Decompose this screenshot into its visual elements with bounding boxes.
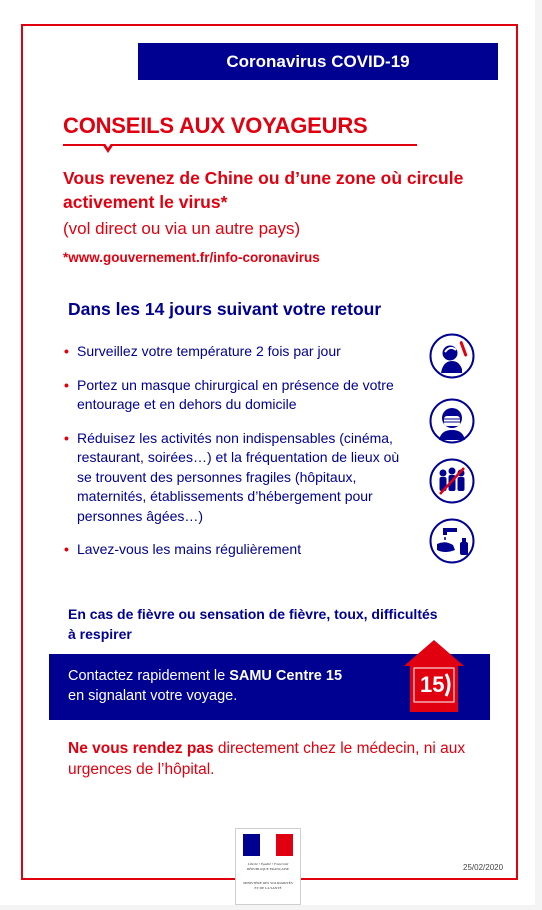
- advice-list: [63, 342, 413, 574]
- hand-washing-icon: [429, 518, 475, 564]
- logo-motto: Liberté • Égalité • Fraternité: [247, 862, 289, 866]
- samu-house-phone-icon: [402, 638, 466, 714]
- ministry-logo: [235, 828, 301, 905]
- topic-badge: [138, 43, 498, 80]
- samu-contact-text: Contactez rapidement le SAMU Centre 15 en signalant votre voyage.: [68, 668, 343, 704]
- intro-subquestion: (vol direct ou via un autre pays): [63, 219, 301, 238]
- advice-item: • Portez un masque chirurgical en présence de votre entourage et en dehors du domicile: [64, 376, 394, 412]
- logo-ministry: MINISTÈRE DES SOLIDARITÉS ET DE LA SANTÉ: [243, 881, 293, 890]
- bullet: •: [64, 429, 69, 446]
- samu-number: 15: [420, 672, 445, 697]
- bullet: •: [64, 376, 69, 393]
- fever-symptoms-text: En cas de fièvre ou sensation de fièvre, toux, difficultés à respirer: [68, 606, 438, 642]
- samu-centre-label: SAMU Centre 15: [229, 668, 343, 684]
- thermometer-person-icon: [429, 333, 475, 379]
- speech-tail: [102, 144, 114, 153]
- info-url: *www.gouvernement.fr/info-coronavirus: [63, 250, 320, 265]
- advice-item: • Réduisez les activités non indispensables (cinéma, restaurant, soirées…) et la fréquentation de lieux où se trouvent des personnes fragiles (hôpitaux, maternités, établissements d’hébergement pour personnes âgées…): [64, 429, 400, 524]
- french-flag-icon: [243, 834, 293, 856]
- warning-text: Ne vous rendez pas directement chez le médecin, ni aux urgences de l’hôpital.: [68, 740, 466, 778]
- advice-heading: Dans les 14 jours suivant votre retour: [68, 299, 382, 319]
- logo-republic: RÉPUBLIQUE FRANÇAISE: [246, 867, 290, 871]
- publication-date: 25/02/2020: [463, 863, 504, 872]
- topic-badge-label: Coronavirus COVID-19: [226, 51, 410, 71]
- intro-question: Vous revenez de Chine ou d’une zone où circule activement le virus*: [63, 168, 464, 212]
- title-underline: [63, 144, 417, 146]
- advice-item: • Lavez-vous les mains régulièrement: [63, 540, 413, 560]
- bullet: •: [64, 343, 69, 359]
- bullet: •: [64, 541, 69, 557]
- page-title: CONSEILS AUX VOYAGEURS: [63, 113, 368, 138]
- surgical-mask-icon: [429, 398, 475, 444]
- advice-item: • Surveillez votre température 2 fois par jour: [63, 342, 413, 362]
- crowd-crossed-icon: [429, 458, 475, 504]
